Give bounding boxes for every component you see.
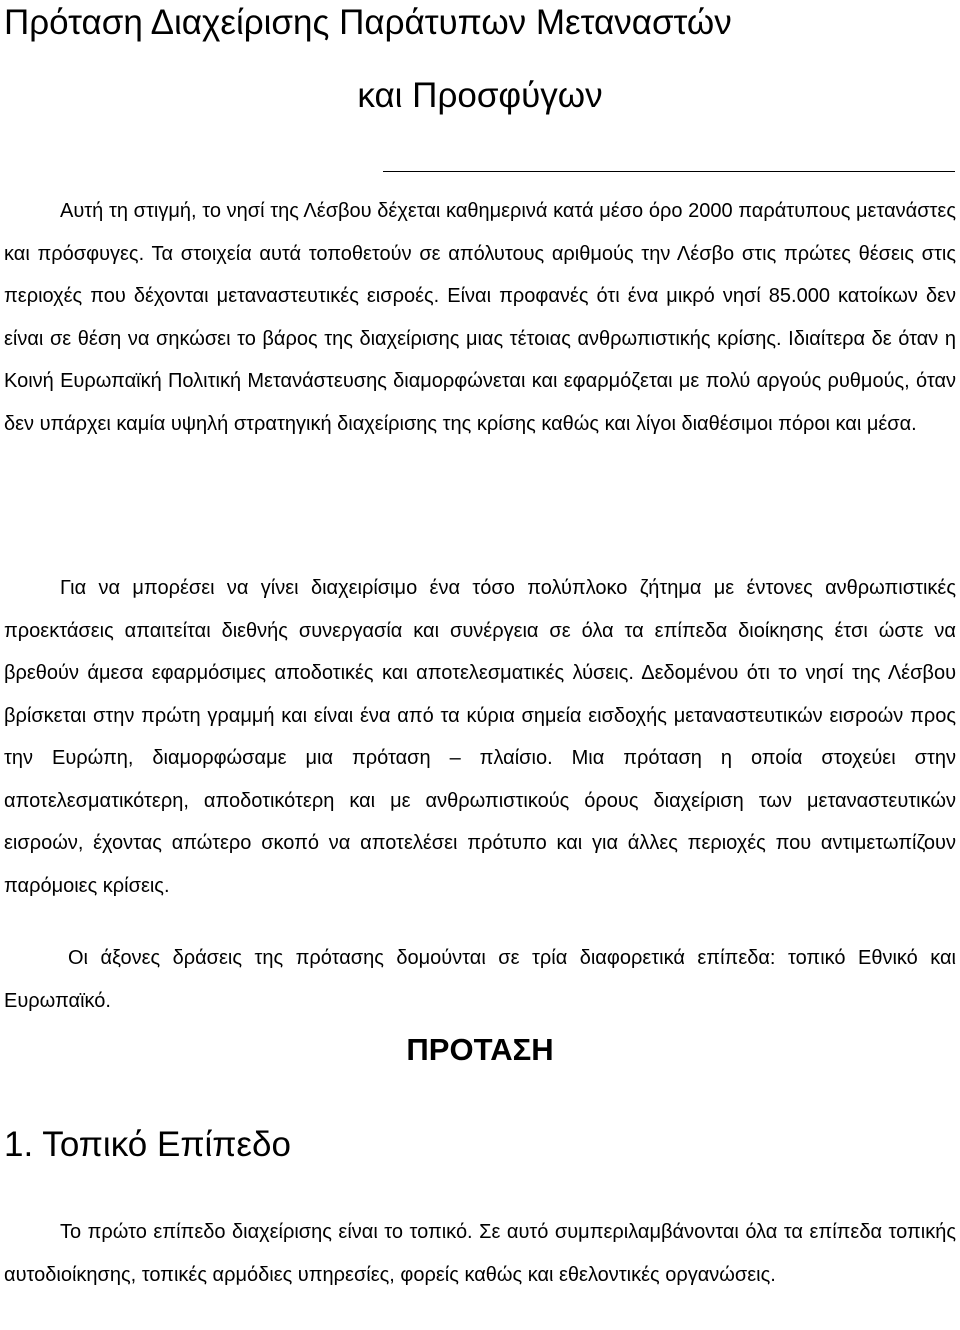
document-title-line-2: και Προσφύγων	[357, 76, 603, 115]
cooperation-paragraph: Για να μπορέσει να γίνει διαχειρίσιμο ένα τόσο πολύπλοκο ζήτημα με έντονες ανθρωπιστικές προεκτάσεις απαιτείται διεθνής συνεργασία και συνέργεια σε όλα τα επίπεδα διοίκησης έτσι ώστε να βρεθούν άμεσα εφαρμόσιμες αποδοτικές και αποτελεσματικές λύσεις. Δεδομένου ότι το νησί της Λέσβου βρίσκεται στην πρώτη γραμμή και είναι ένα από τα κύρια σημεία εισδοχής μεταναστευτικών εισροών προς την Ευρώπη, διαμορφώσαμε μια πρόταση – πλαίσιο. Μια πρόταση η οποία στοχεύει στην αποτελεσματικότερη, αποδοτικότερη και με ανθρωπιστικούς όρους διαχείριση των μεταναστευτικών εισροών, έχοντας απώτερο σκοπό να αποτελέσει πρότυπο και για άλλες περιοχές που αντιμετωπίζουν παρόμοιες κρίσεις.	[4, 577, 956, 897]
section-heading-local-level: 1. Τοπικό Επίπεδο	[4, 1125, 291, 1164]
title-divider	[383, 171, 955, 172]
axes-paragraph: Οι άξονες δράσεις της πρότασης δομούνται σε τρία διαφορετικά επίπεδα: τοπικό Εθνικό και Ευρωπαϊκό.	[4, 947, 956, 1012]
proposal-heading: ΠΡΟΤΑΣΗ	[406, 1032, 554, 1067]
document-title-line-1: Πρόταση Διαχείρισης Παράτυπων Μεταναστών	[4, 3, 732, 42]
local-level-paragraph: Το πρώτο επίπεδο διαχείρισης είναι το τοπικό. Σε αυτό συμπεριλαμβάνονται όλα τα επίπεδα τοπικής αυτοδιοίκησης, τοπικές αρμόδιες υπηρεσίες, φορείς καθώς και εθελοντικές οργανώσεις.	[4, 1221, 956, 1286]
intro-paragraph: Αυτή τη στιγμή, το νησί της Λέσβου δέχεται καθημερινά κατά μέσο όρο 2000 παράτυπους μετανάστες και πρόσφυγες. Τα στοιχεία αυτά τοποθετούν σε απόλυτους αριθμούς την Λέσβο στις πρώτες θέσεις στις περιοχές που δέχονται μεταναστευτικές εισροές. Είναι προφανές ότι ένα μικρό νησί 85.000 κατοίκων δεν είναι σε θέση να σηκώσει το βάρος της διαχείρισης μιας τέτοιας ανθρωπιστικής κρίσης. Ιδιαίτερα δε όταν η Κοινή Ευρωπαϊκή Πολιτική Μετανάστευσης διαμορφώνεται και εφαρμόζεται με πολύ αργούς ρυθμούς, όταν δεν υπάρχει καμία υψηλή στρατηγική διαχείρισης της κρίσης καθώς και λίγοι διαθέσιμοι πόροι και μέσα.	[4, 200, 956, 435]
